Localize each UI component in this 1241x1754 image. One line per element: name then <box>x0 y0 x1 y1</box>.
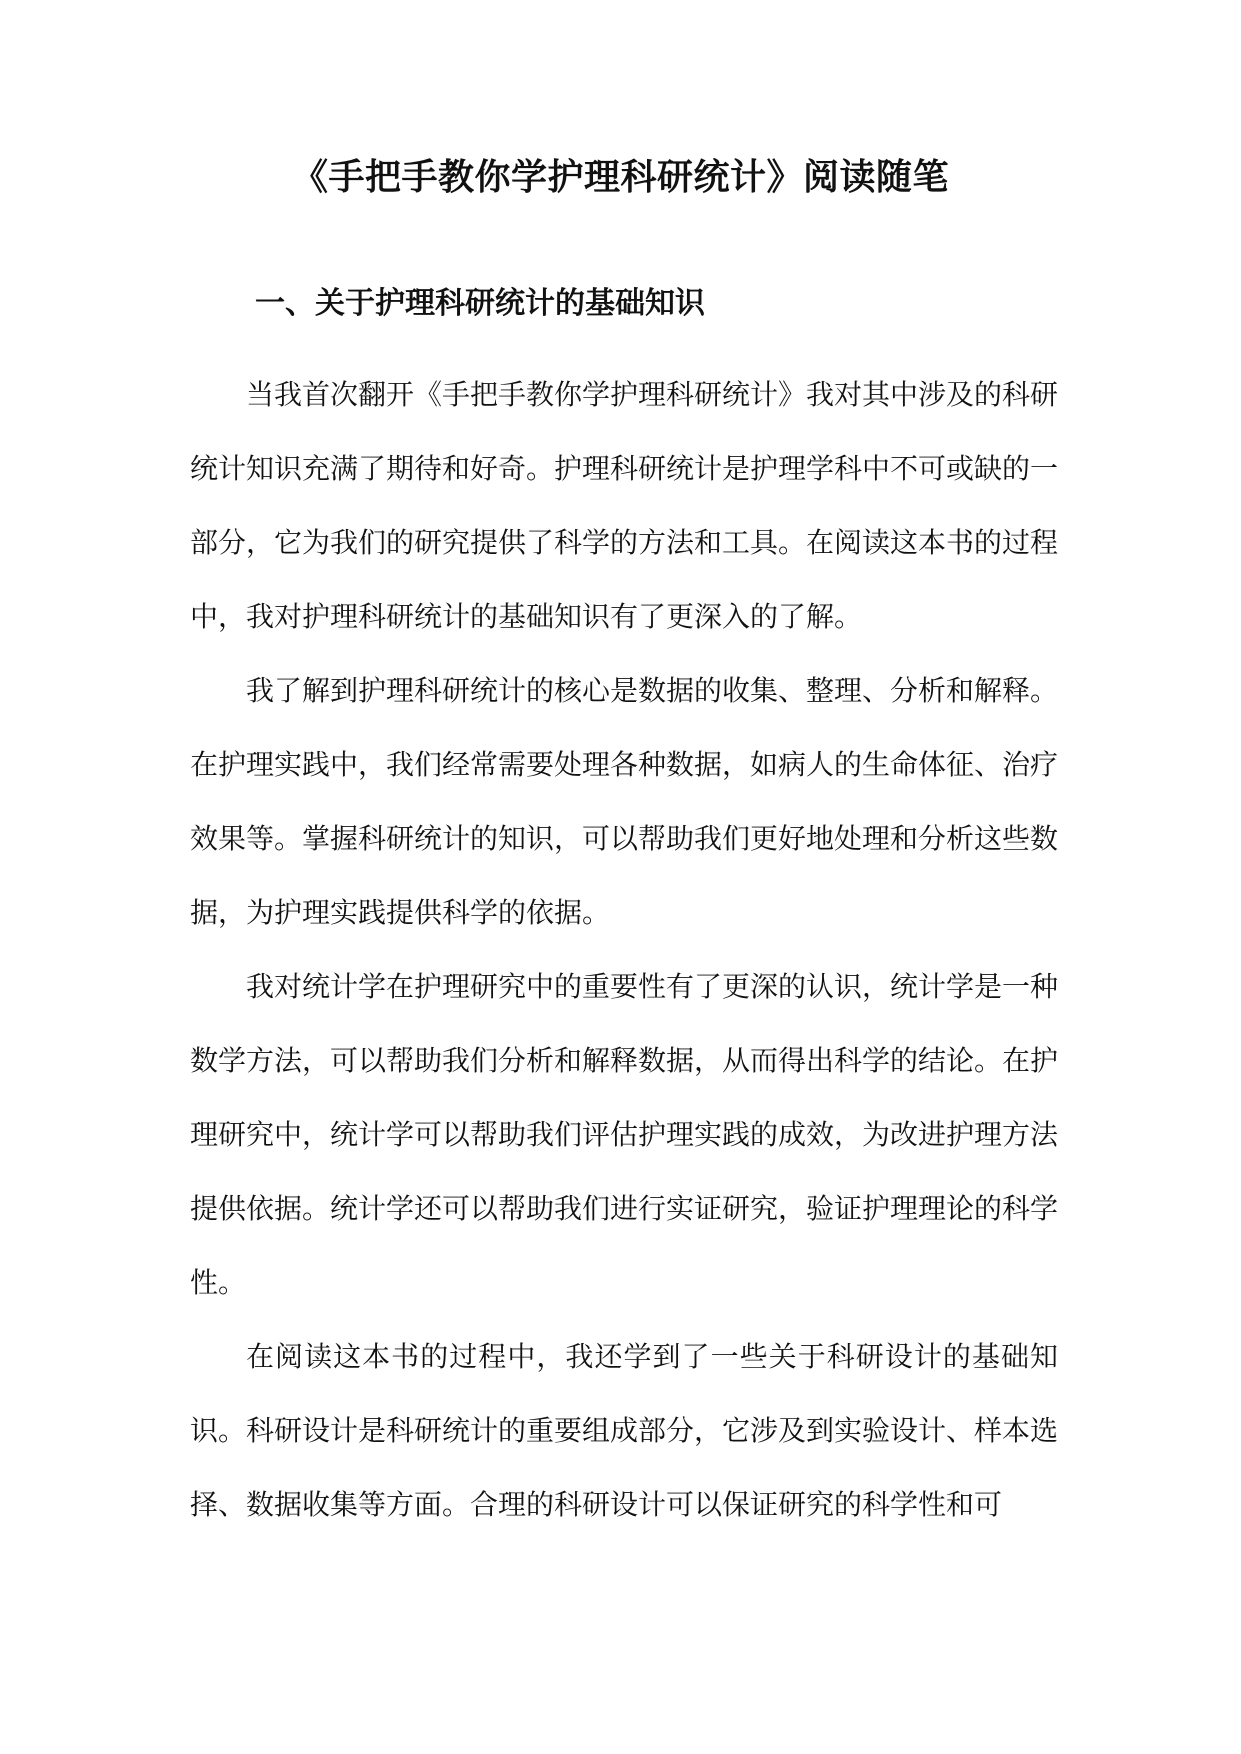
document-title: 《手把手教你学护理科研统计》阅读随笔 <box>291 157 949 198</box>
paragraph-2: 我了解到护理科研统计的核心是数据的收集、整理、分析和解释。在护理实践中，我们经常需要处理各种数据，如病人的生命体征、治疗效果等。掌握科研统计的知识，可以帮助我们更好地处理和分析这些数据，为护理实践提供科学的依据。 <box>190 674 1059 929</box>
document-body <box>190 358 1058 1542</box>
section-heading: 一、关于护理科研统计的基础知识 <box>255 286 705 321</box>
paragraph-4: 在阅读这本书的过程中，我还学到了一些关于科研设计的基础知识。科研设计是科研统计的重要组成部分，它涉及到实验设计、样本选择、数据收集等方面。合理的科研设计可以保证研究的科学性和可 <box>190 1340 1059 1521</box>
paragraph-1: 当我首次翻开《手把手教你学护理科研统计》我对其中涉及的科研统计知识充满了期待和好奇。护理科研统计是护理学科中不可或缺的一部分，它为我们的研究提供了科学的方法和工具。在阅读这本书的过程中，我对护理科研统计的基础知识有了更深入的了解。 <box>190 378 1059 633</box>
paragraph-3: 我对统计学在护理研究中的重要性有了更深的认识，统计学是一种数学方法，可以帮助我们分析和解释数据，从而得出科学的结论。在护理研究中，统计学可以帮助我们评估护理实践的成效，为改进护理方法提供依据。统计学还可以帮助我们进行实证研究，验证护理理论的科学性。 <box>190 970 1059 1299</box>
